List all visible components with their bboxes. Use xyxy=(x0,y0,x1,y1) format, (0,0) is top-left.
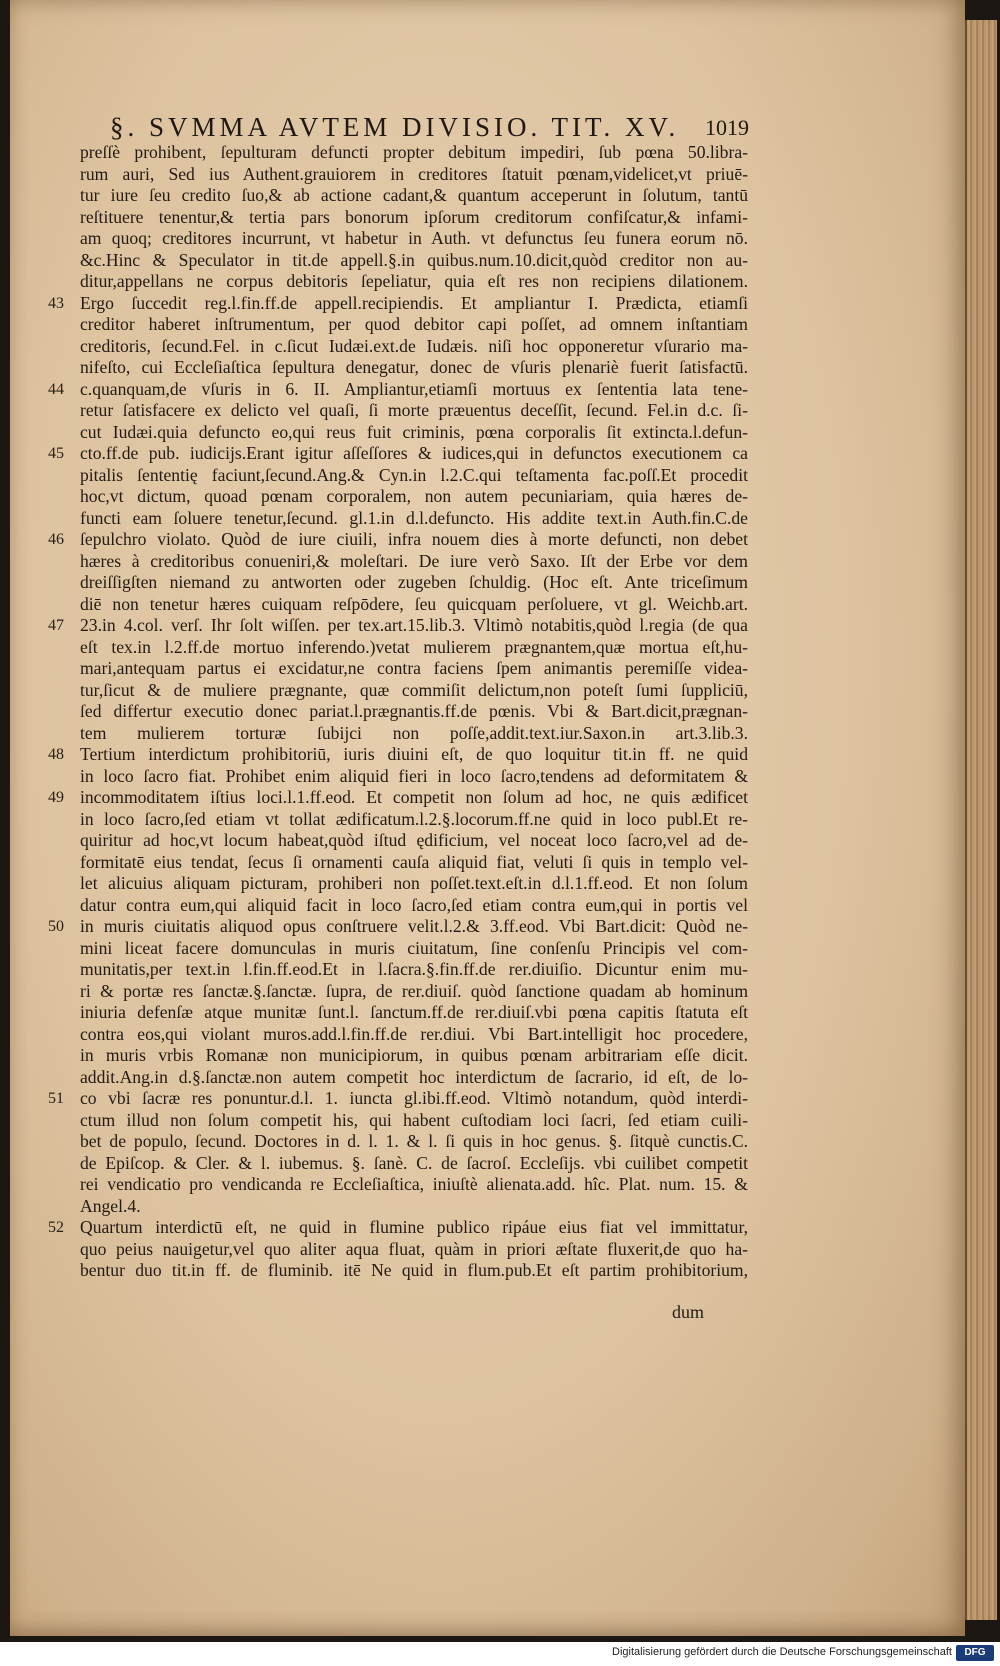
line-text: let alicuius aliquam picturam, prohiberi non poſſet.text.eſt.in d.l.1.ff.eod. Et non ſolum xyxy=(80,873,748,893)
text-line xyxy=(80,465,748,487)
line-text: am quoq; creditores incurrunt, vt habetur in Auth. vt defunctus ſeu funera eorum nō. xyxy=(80,228,748,248)
text-line xyxy=(80,1153,748,1175)
line-text: contra eos,qui violant muros.add.l.fin.ff.de rer.diui. Vbi Bart.intelligit hoc procedere, xyxy=(80,1023,748,1044)
text-line xyxy=(80,594,748,616)
text-line xyxy=(80,809,748,831)
text-line xyxy=(48,744,748,766)
line-text: ri & portæ res ſanctæ.§.ſanctæ. ſupra, de rer.diuiſ. quòd ſanctione quadam ab hominum xyxy=(80,980,748,1001)
line-text: formitatē eius tendat, ſecus ſi ornamenti cauſa aliquid fiat, veluti ſi quis in templo vel- xyxy=(80,851,748,872)
text-line xyxy=(80,1024,748,1046)
line-text: iniuria defenſæ atque munitæ ſunt.l. ſanctum.ff.de rer.diuiſ.vbi pœna capitis ſtatuta eſt xyxy=(80,1002,748,1022)
text-line xyxy=(80,1196,748,1218)
line-text: datur contra eum,qui aliquid facit in loco ſacro,ſed etiam contra eum,qui in portis vel xyxy=(80,894,748,915)
text-line xyxy=(80,1174,748,1196)
marginal-number: 49 xyxy=(48,789,64,806)
line-text: Tertium interdictum prohibitoriū, iuris diuini eſt, de quo loquitur tit.in ff. ne quid xyxy=(80,744,748,764)
line-text: de Epiſcop. & Cler. & l. iubemus. §. ſanè. C. de ſacroſ. Eccleſijs. vbi cuilibet competit xyxy=(80,1152,748,1173)
line-text: rum auri, Sed ius Authent.grauiorem in creditores ſtatuit pœnam,videlicet,vt priuē- xyxy=(80,163,748,184)
line-text: munitatis,per text.in l.fin.ff.eod.Et in l.ſacra.§.fin.ff.de rer.diuiſio. Dicuntur enim mu- xyxy=(80,959,748,979)
running-head: §. SVMMA AVTEM DIVISIO. TIT. XV. xyxy=(110,112,680,142)
text-line xyxy=(80,873,748,895)
line-text: ſepulchro violato. Quòd de iure ciuili, infra nouem dies à morte defuncti, non debet xyxy=(80,529,748,549)
text-line xyxy=(80,680,748,702)
text-line xyxy=(80,981,748,1003)
marginal-number: 45 xyxy=(48,445,64,462)
line-text: bentur duo tit.in ff. de fluminib. itē Ne quid in flum.pub.Et eſt partim prohibitorium, xyxy=(80,1260,748,1280)
marginal-number: 50 xyxy=(48,918,64,935)
line-text: hæres à creditoribus conueniri,& moleſtari. De iure verò Saxo. Iſt der Erbe vor dem xyxy=(80,550,748,571)
text-line xyxy=(80,142,748,164)
marginal-number: 48 xyxy=(48,746,64,763)
text-line xyxy=(48,378,748,401)
line-text: dreiſſigſten niemand zu antworten oder zugeben ſchuldig. (Hoc eſt. Ante triceſimum xyxy=(80,572,748,592)
line-text: in loco ſacro fiat. Prohibet enim aliquid fieri in loco ſacro,tendens ad deformitatem & xyxy=(80,765,748,786)
text-line xyxy=(80,637,748,659)
text-line xyxy=(80,1067,748,1089)
line-text: creditoris, ſecund.Fel. in c.ſicut Iudæi.ext.de Iudæis. niſi hoc opponeretur vſurario ma- xyxy=(80,335,748,356)
text-line xyxy=(80,723,748,745)
line-text: functi eam ſoluere tenetur,ſecund. gl.1.in d.l.defuncto. His addite text.in Auth.fin.C.de xyxy=(80,507,748,528)
line-text: incommoditatem iſtius loci.l.1.ff.eod. Et competit non ſolum ad hoc, ne quis ædificet xyxy=(80,787,748,807)
line-text: in muris vrbis Romanæ non municipiorum, in quibus pœnam arbitrariam eſſe dicit. xyxy=(80,1045,748,1065)
line-text: 23.in 4.col. verſ. Ihr ſolt wiſſen. per tex.art.15.lib.3. Vltimò notabitis,quòd l.regia (de qua xyxy=(80,615,748,635)
text-line xyxy=(80,185,748,207)
text-line xyxy=(80,938,748,960)
line-text: mari,antequam partus ei excidatur,ne contra faciens ſpem animantis peremiſſe videa- xyxy=(80,658,748,678)
footer-credit: Digitalisierung gefördert durch die Deutsche Forschungsgemeinschaft xyxy=(612,1646,952,1658)
line-text: c.quanquam,de vſuris in 6. II. Ampliantur,etiamſi mortuus ex ſententia lata tene- xyxy=(80,378,748,399)
marginal-number: 52 xyxy=(48,1219,64,1236)
line-text: &c.Hinc & Speculator in tit.de appell.§.in quibus.num.10.dicit,quòd creditor non au- xyxy=(80,249,748,270)
line-text: eſt tex.in l.2.ff.de mortuo inferendo.)vetat mulierem prægnantem,quæ mortua eſt,hu- xyxy=(80,636,748,657)
footer-bar xyxy=(0,1642,1000,1666)
folio-number: 1019 xyxy=(705,115,749,140)
text-line xyxy=(80,895,748,917)
line-text: ditur,appellans ne corpus debitoris ſepeliatur, quia eſt res non recipiens dilationem. xyxy=(80,271,748,291)
text-line xyxy=(48,916,748,938)
text-line xyxy=(80,766,748,788)
line-text: bet de populo, ſecund. Doctores in d. l. 1. & l. ſi quis in hoc genus. §. ſitquè cunctis.C. xyxy=(80,1131,748,1151)
line-text: diē non tenetur hæres cuiquam reſpōdere, ſeu quicquam perſoluere, vt gl. Weichb.art. xyxy=(80,593,748,614)
line-text: preſſè prohibent, ſepulturam defuncti propter debitum impediri, ſub pœna 50.libra- xyxy=(80,142,748,162)
text-line xyxy=(80,207,748,229)
line-text: cut Iudæi.quia defuncto eo,qui reus fuit criminis, pœna corporalis ſit extincta.l.defun- xyxy=(80,421,748,442)
line-text: co vbi ſacræ res ponuntur.d.l. 1. iuncta gl.ibi.ff.eod. Vltimò notandum, quòd interdi- xyxy=(80,1088,748,1108)
line-text: Quartum interdictū eſt, ne quid in flumine publico ripáue eius fiat vel immittatur, xyxy=(80,1217,748,1237)
catchword: dum xyxy=(672,1302,705,1322)
line-text: tem mulierem torturæ ſubijci non poſſe,addit.text.iur.Saxon.in art.3.lib.3. xyxy=(80,722,748,743)
line-text: tur,ſicut & de muliere prægnante, quæ commiſit delictum,non poteſt ſumi ſuppliciū, xyxy=(80,679,748,700)
line-text: tur iure ſeu credito ſuo,& ab actione cadant,& quantum acceperunt in ſolutum, tantū xyxy=(80,185,748,205)
line-text: in loco ſacro,ſed etiam vt tollat ædificatum.l.2.§.locorum.ff.ne quid in loco publ.Et re- xyxy=(80,808,748,829)
text-line xyxy=(80,271,748,293)
text-line xyxy=(80,572,748,594)
marginal-number: 44 xyxy=(48,380,64,398)
line-text: retur ſatisfacere ex delicto vel quaſi, ſi morte præuentus deceſſit, ſecund. Fel.in d.c. ſi- xyxy=(80,400,748,420)
text-line xyxy=(48,443,748,465)
text-line xyxy=(48,787,748,809)
line-text: Ergo ſuccedit reg.l.fin.ff.de appell.recipiendis. Et ampliantur I. Prædicta, etiamſi xyxy=(80,292,748,313)
marginal-number: 46 xyxy=(48,531,64,548)
line-text: addit.Ang.in d.§.ſanctæ.non autem competit hoc interdictum de ſacrario, id eſt, de lo- xyxy=(80,1066,748,1087)
text-line xyxy=(80,551,748,573)
line-text: reſtituere tenentur,& tertia pars bonorum ipſorum creditorum confiſcatur,& infami- xyxy=(80,206,748,227)
text-line xyxy=(48,292,748,315)
line-text: ſed differtur executio donec pariat.l.prægnantis.ff.de pœnis. Vbi & Bart.dicit,prægnan- xyxy=(80,701,748,721)
text-line xyxy=(80,250,748,272)
text-line xyxy=(80,336,748,358)
text-line xyxy=(80,314,748,336)
text-line xyxy=(80,1002,748,1024)
text-line xyxy=(80,1260,748,1282)
line-text: mini liceat facere domunculas in muris ciuitatum, ſine conſenſu Principis vel com- xyxy=(80,937,748,958)
text-line xyxy=(48,529,748,551)
dfg-logo: DFG xyxy=(956,1645,994,1661)
line-text: quo peius nauigetur,vel quo aliter aqua fluat, quàm in priori æſtate fluxerit,de quo ha- xyxy=(80,1238,748,1259)
text-line xyxy=(80,1239,748,1261)
line-text: hoc,vt dictum, quoad pœnam corporalem, non autem pecuniariam, quia hæres de- xyxy=(80,486,748,506)
line-text: rei vendicatio pro vendicanda re Eccleſiaſtica, iniuſtè alienata.add. hîc. Plat. num. 15. & xyxy=(80,1174,748,1194)
line-text: in muris ciuitatis aliquod opus conſtruere velit.l.2.& 3.ff.eod. Vbi Bart.dicit: Quòd ne- xyxy=(80,916,748,936)
marginal-number: 47 xyxy=(48,617,64,634)
text-line xyxy=(48,1088,748,1110)
text-line xyxy=(80,852,748,874)
line-text: nifeſto, cui Eccleſiaſtica ſepultura denegatur, donec de vſuris plenariè fuerit ſatisfactū. xyxy=(80,357,748,377)
text-line xyxy=(80,701,748,723)
line-text: creditor haberet inſtrumentum, per quod debitor capi poſſet, ad omnem inſtantiam xyxy=(80,314,748,334)
text-line xyxy=(80,1131,748,1153)
text-line xyxy=(80,228,748,250)
text-line xyxy=(80,1110,748,1132)
page-edge xyxy=(965,20,997,1620)
marginal-number: 43 xyxy=(48,294,64,312)
marginal-number: 51 xyxy=(48,1090,64,1107)
text-line xyxy=(80,164,748,186)
text-line xyxy=(48,1217,748,1239)
text-line xyxy=(80,508,748,530)
text-line xyxy=(80,486,748,508)
body-text xyxy=(48,142,748,1282)
text-line xyxy=(80,658,748,680)
line-text: Angel.4. xyxy=(80,1195,141,1216)
text-line xyxy=(48,615,748,637)
text-line xyxy=(80,830,748,852)
text-line xyxy=(80,959,748,981)
line-text: cto.ff.de pub. iudicijs.Erant igitur aſſeſſores & iudices,qui in defunctos executionem ca xyxy=(80,443,748,463)
text-line xyxy=(80,357,748,379)
text-line xyxy=(80,422,748,444)
line-text: ctum illud non ſolum competit his, qui habent cuſtodiam loci ſacri, ſed etiam cuili- xyxy=(80,1109,748,1130)
line-text: quiritur ad hoc,vt locum habeat,quòd iſtud ędificium, vel noceat loco ſacro,vel ad de- xyxy=(80,830,748,850)
text-line xyxy=(80,400,748,422)
text-line xyxy=(80,1045,748,1067)
line-text: pitalis ſententię faciunt,ſecund.Ang.& Cyn.in l.2.C.qui teſtamenta fac.poſſ.Et procedit xyxy=(80,464,748,485)
